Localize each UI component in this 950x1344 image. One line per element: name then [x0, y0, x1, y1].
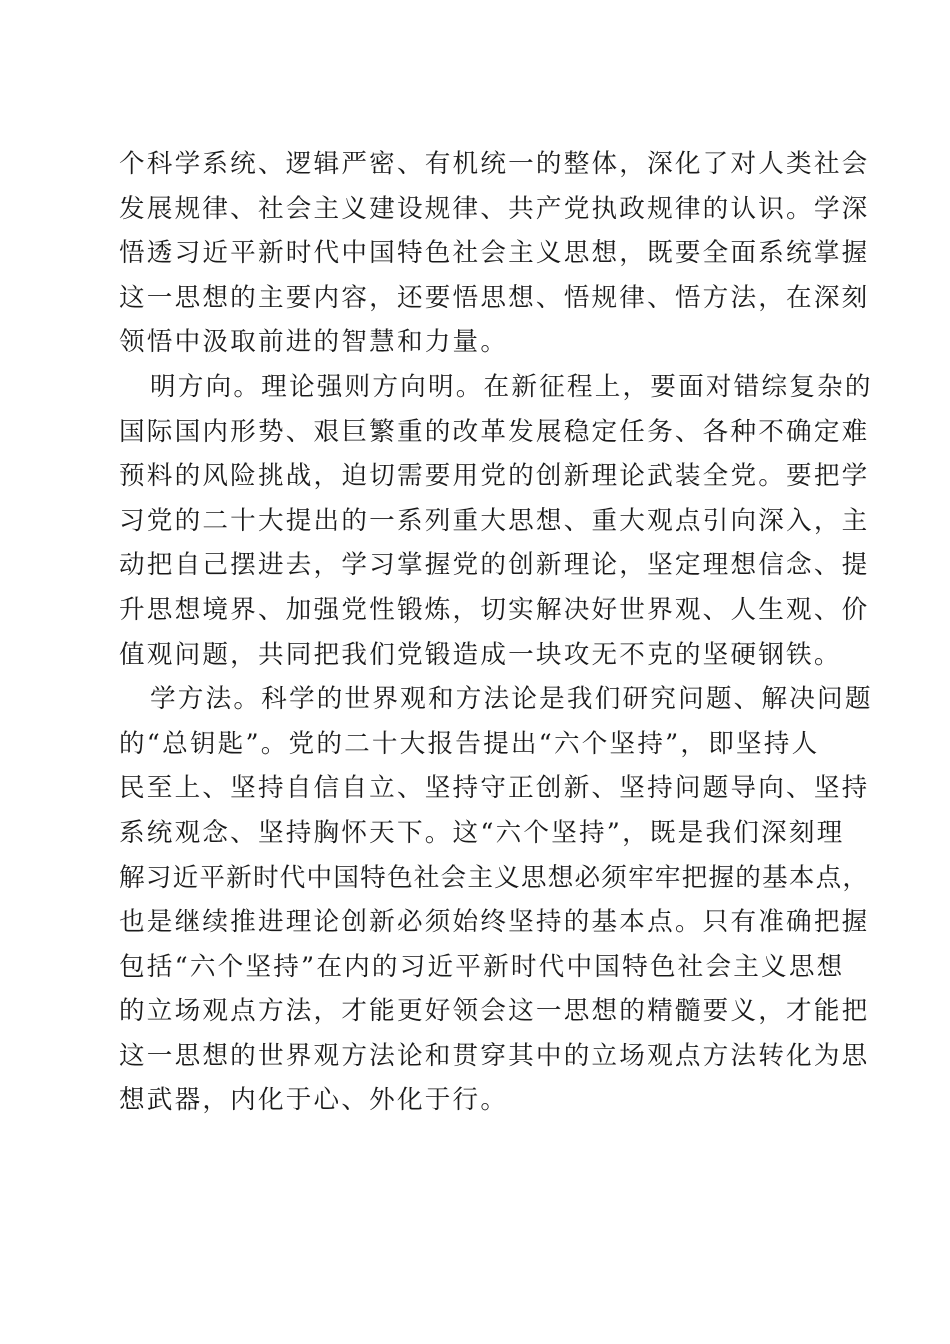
paragraph-3 [119, 677, 873, 1123]
text-line: 学方法。科学的世界观和方法论是我们研究问题、解决问题 [150, 684, 873, 715]
text-line: 也是继续推进理论创新必须始终坚持的基本点。只有准确把握 [119, 907, 870, 938]
text-line: 包括“六个坚持”在内的习近平新时代中国特色社会主义思想 [119, 951, 845, 982]
text-line: 领悟中汲取前进的智慧和力量。 [119, 327, 509, 358]
text-line: 的“总钥匙”。党的二十大报告提出“六个坚持”，即坚持人 [119, 728, 820, 759]
text-line: 明方向。理论强则方向明。在新征程上，要面对错综复杂的 [150, 371, 873, 402]
text-line: 习党的二十大提出的一系列重大思想、重大观点引向深入，主 [119, 505, 870, 536]
text-line: 这一思想的主要内容，还要悟思想、悟规律、悟方法，在深刻 [119, 282, 870, 313]
text-line: 民至上、坚持自信自立、坚持守正创新、坚持问题导向、坚持 [119, 773, 870, 804]
text-line: 升思想境界、加强党性锻炼，切实解决好世界观、人生观、价 [119, 594, 870, 625]
text-line: 个科学系统、逻辑严密、有机统一的整体，深化了对人类社会 [119, 149, 870, 179]
text-line: 这一思想的世界观方法论和贯穿其中的立场观点方法转化为思 [119, 1040, 870, 1071]
text-line: 系统观念、坚持胸怀天下。这“六个坚持”，既是我们深刻理 [119, 817, 845, 848]
paragraph-2 [119, 365, 873, 677]
text-line: 想武器，内化于心、外化于行。 [119, 1085, 509, 1116]
text-line: 动把自己摆进去，学习掌握党的创新理论，坚定理想信念、提 [119, 550, 870, 581]
text-line: 预料的风险挑战，迫切需要用党的创新理论武装全党。要把学 [119, 461, 870, 492]
body-text [119, 142, 873, 1123]
text-line: 值观问题，共同把我们党锻造成一块攻无不克的坚硬钢铁。 [119, 639, 842, 670]
text-line: 悟透习近平新时代中国特色社会主义思想，既要全面系统掌握 [119, 238, 870, 269]
text-line: 国际国内形势、艰巨繁重的改革发展稳定任务、各种不确定难 [119, 416, 870, 447]
paragraph-1 [119, 142, 870, 365]
text-line: 的立场观点方法，才能更好领会这一思想的精髓要义，才能把 [119, 996, 870, 1027]
text-line: 发展规律、社会主义建设规律、共产党执政规律的认识。学深 [119, 193, 870, 224]
text-line: 解习近平新时代中国特色社会主义思想必须牢牢把握的基本点， [119, 862, 870, 893]
